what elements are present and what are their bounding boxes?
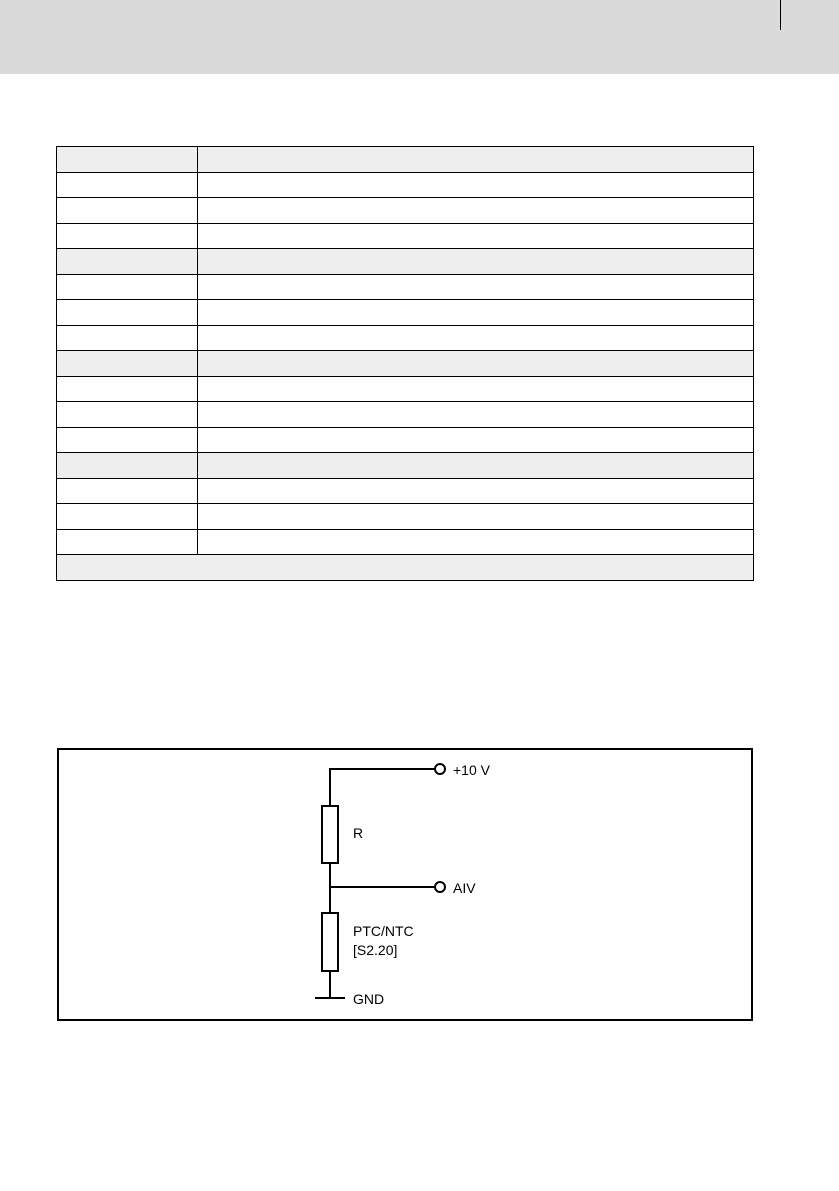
table-cell-key [57,249,198,275]
table-cell-value [198,147,754,173]
table-row [57,478,754,504]
output-label: AIV [453,880,476,896]
table-cell-value [198,172,754,198]
table-row [57,172,754,198]
table-cell-key [57,402,198,428]
table-cell-key [57,351,198,377]
resistor-r [322,806,338,863]
table-cell-key [57,325,198,351]
table-cell-value [198,300,754,326]
table-row [57,504,754,530]
table-row [57,376,754,402]
table-row [57,223,754,249]
table-footer-row [57,555,754,581]
table-cell-value [198,376,754,402]
table-cell-key [57,453,198,479]
table-row [57,300,754,326]
table-cell-value [198,249,754,275]
table-cell-key [57,478,198,504]
circuit-diagram-frame [57,748,753,1021]
table-cell-value [198,504,754,530]
table-row [57,402,754,428]
table-row [57,325,754,351]
table-row [57,529,754,555]
table-cell-key [57,147,198,173]
table-row [57,453,754,479]
resistor-ptc-ntc [322,913,338,971]
table-cell-key [57,504,198,530]
table-cell-value [198,274,754,300]
table-cell-key [57,198,198,224]
terminal-supply [435,764,445,774]
sensor-parameter-label: [S2.20] [353,942,398,958]
sensor-label: PTC/NTC [353,923,414,939]
table-cell-value [198,529,754,555]
table-cell-value [198,402,754,428]
crop-mark [780,0,781,30]
table-cell-key [57,274,198,300]
page-header-band [0,0,839,74]
table-cell-value [198,427,754,453]
table-cell-value [198,198,754,224]
terminal-aiv [435,882,445,892]
circuit-diagram [59,750,751,1019]
table-row [57,147,754,173]
table-row [57,351,754,377]
ground-label: GND [353,991,385,1007]
table-cell-key [57,529,198,555]
table-row [57,249,754,275]
resistor-label: R [353,825,364,841]
table-cell-key [57,223,198,249]
table-cell-value [198,325,754,351]
table-cell-key [57,427,198,453]
table-row [57,274,754,300]
table-row [57,198,754,224]
table-cell-value [198,351,754,377]
table-cell-value [198,478,754,504]
table-cell-key [57,376,198,402]
table-cell-key [57,172,198,198]
table-cell-key [57,300,198,326]
parameter-table [56,146,754,581]
table-cell-value [198,223,754,249]
table-cell-value [198,453,754,479]
table-footer-cell [57,555,754,581]
supply-label: +10 V [453,762,490,778]
table-row [57,427,754,453]
